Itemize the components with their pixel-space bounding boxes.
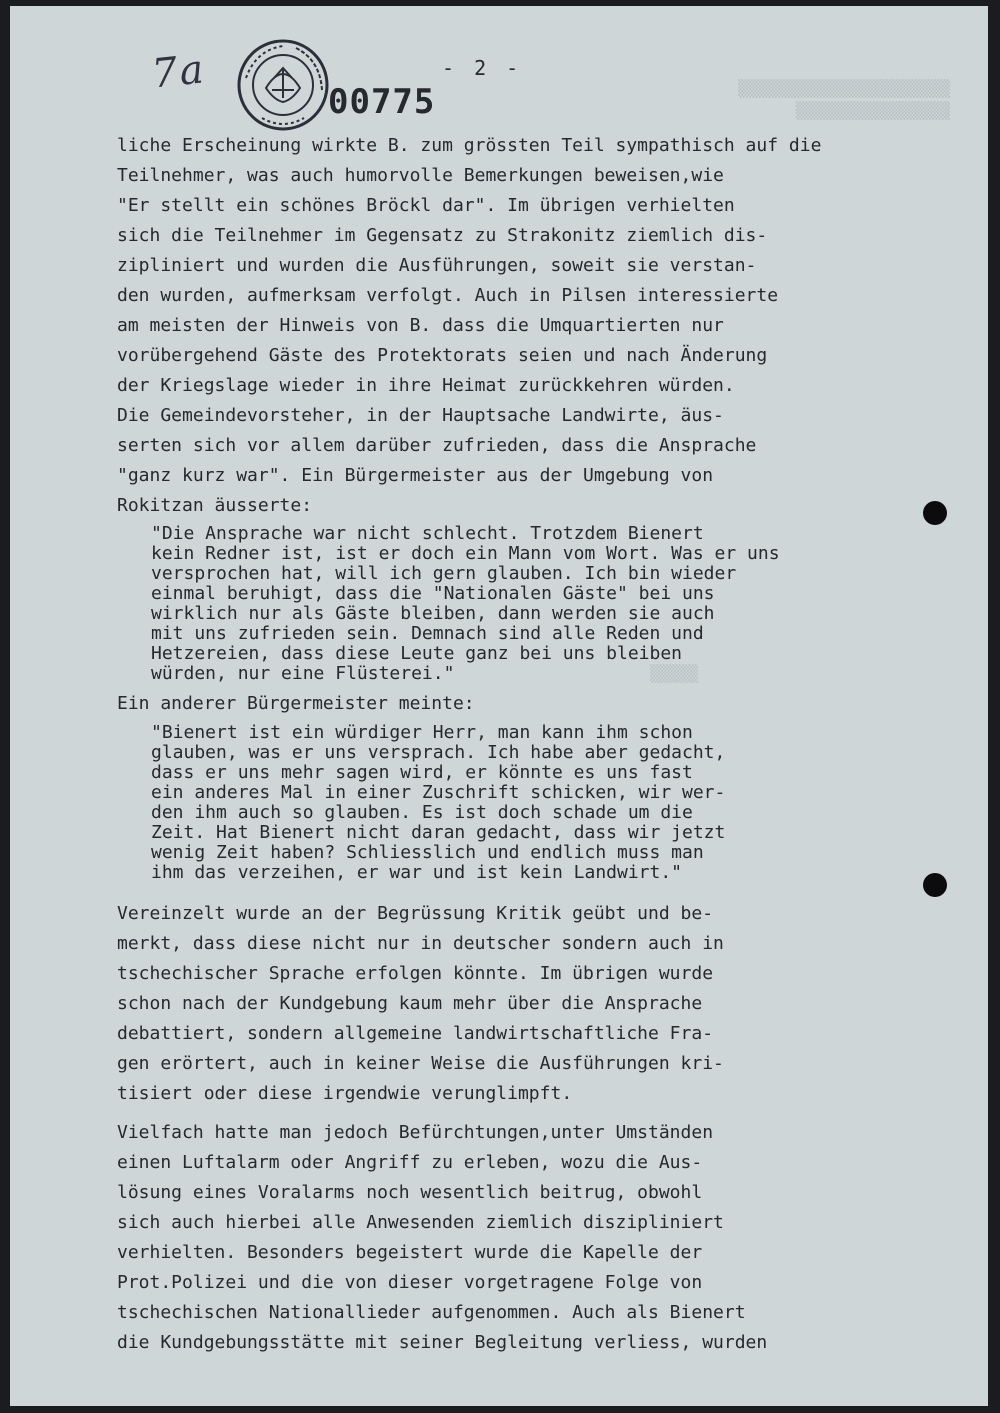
text-line: liche Erscheinung wirkte B. zum grössten Teil sympathisch auf die: [117, 135, 822, 156]
text-line: "ganz kurz war". Ein Bürgermeister aus der Umgebung von: [117, 465, 714, 486]
show-through-mark: ▒▒▒▒▒: [650, 664, 699, 683]
text-line: zipliniert und wurden die Ausführungen, soweit sie verstan-: [117, 255, 757, 276]
text-line: "Er stellt ein schönes Bröckl dar". Im übrigen verhielten: [117, 195, 735, 216]
archive-stamp-seal: [236, 38, 330, 132]
text-line: lösung eines Voralarms noch wesentlich beitrug, obwohl: [117, 1182, 703, 1203]
text-line: "Bienert ist ein würdiger Herr, man kann ihm schon: [151, 722, 693, 743]
text-line: sich die Teilnehmer im Gegensatz zu Strakonitz ziemlich dis-: [117, 225, 768, 246]
paragraph-2: [117, 899, 724, 1109]
text-line: würden, nur eine Flüsterei.": [151, 663, 455, 684]
text-line: die Kundgebungsstätte mit seiner Begleitung verliess, wurden: [117, 1332, 768, 1353]
text-line: tschechischen Nationallieder aufgenommen. Auch als Bienert: [117, 1302, 746, 1323]
paragraph-3: [117, 1118, 767, 1358]
text-line: der Kriegslage wieder in ihre Heimat zurückkehren würden.: [117, 375, 735, 396]
text-line: Teilnehmer, was auch humorvolle Bemerkungen beweisen,wie: [117, 165, 724, 186]
text-line: "Die Ansprache war nicht schlecht. Trotzdem Bienert: [151, 523, 704, 544]
text-line: Hetzereien, dass diese Leute ganz bei uns bleiben: [151, 643, 683, 664]
text-line: Vereinzelt wurde an der Begrüssung Kritik geübt und be-: [117, 903, 714, 924]
text-line: einen Luftalarm oder Angriff zu erleben, wozu die Aus-: [117, 1152, 703, 1173]
text-line: ihm das verzeihen, er war und ist kein Landwirt.": [151, 862, 683, 883]
text-line: sich auch hierbei alle Anwesenden ziemlich diszipliniert: [117, 1212, 724, 1233]
text-line: serten sich vor allem darüber zufrieden, dass die Ansprache: [117, 435, 757, 456]
text-line: merkt, dass diese nicht nur in deutscher sondern auch in: [117, 933, 724, 954]
text-line: glauben, was er uns versprach. Ich habe aber gedacht,: [151, 742, 726, 763]
text-line: tschechischer Sprache erfolgen könnte. Im übrigen wurde: [117, 963, 714, 984]
text-line: den ihm auch so glauben. Es ist doch schade um die: [151, 802, 693, 823]
text-line: tisiert oder diese irgendwie verunglimpft.: [117, 1083, 573, 1104]
punch-hole: [923, 501, 947, 525]
page-number: - 2 -: [442, 56, 523, 80]
show-through-text: ▒▒▒▒▒▒▒▒▒▒▒▒▒▒▒▒▒▒▒▒▒▒ ▒▒▒▒▒▒▒▒▒▒▒▒▒▒▒▒: [738, 79, 950, 120]
text-line: versprochen hat, will ich gern glauben. Ich bin wieder: [151, 563, 737, 584]
handwritten-mark: 7a: [149, 46, 208, 98]
text-line: wenig Zeit haben? Schliesslich und endlich muss man: [151, 842, 704, 863]
text-line: Rokitzan äusserte:: [117, 495, 313, 516]
document-page: [10, 6, 988, 1406]
text-line: schon nach der Kundgebung kaum mehr über die Ansprache: [117, 993, 703, 1014]
document-serial-number: 00775: [328, 82, 436, 122]
text-line: am meisten der Hinweis von B. dass die Umquartierten nur: [117, 315, 724, 336]
text-line: Zeit. Hat Bienert nicht daran gedacht, dass wir jetzt: [151, 822, 726, 843]
text-line: mit uns zufrieden sein. Demnach sind alle Reden und: [151, 623, 704, 644]
text-line: den wurden, aufmerksam verfolgt. Auch in Pilsen interessierte: [117, 285, 779, 306]
quote-intro: Ein anderer Bürgermeister meinte:: [117, 693, 475, 714]
text-line: vorübergehend Gäste des Protektorats seien und nach Änderung: [117, 345, 768, 366]
text-line: debattiert, sondern allgemeine landwirtschaftliche Fra-: [117, 1023, 714, 1044]
text-line: dass er uns mehr sagen wird, er könnte es uns fast: [151, 762, 693, 783]
paragraph-1: [117, 131, 821, 521]
text-line: Prot.Polizei und die von dieser vorgetragene Folge von: [117, 1272, 703, 1293]
text-line: gen erörtert, auch in keiner Weise die Ausführungen kri-: [117, 1053, 724, 1074]
text-line: kein Redner ist, ist er doch ein Mann vom Wort. Was er uns: [151, 543, 780, 564]
text-line: einmal beruhigt, dass die "Nationalen Gäste" bei uns: [151, 583, 715, 604]
text-line: Vielfach hatte man jedoch Befürchtungen,unter Umständen: [117, 1122, 714, 1143]
text-line: ein anderes Mal in einer Zuschrift schicken, wir wer-: [151, 782, 726, 803]
text-line: Die Gemeindevorsteher, in der Hauptsache Landwirte, äus-: [117, 405, 724, 426]
text-line: verhielten. Besonders begeistert wurde die Kapelle der: [117, 1242, 703, 1263]
quote-1: [151, 524, 780, 684]
punch-hole: [923, 873, 947, 897]
quote-2: [151, 723, 725, 883]
text-line: wirklich nur als Gäste bleiben, dann werden sie auch: [151, 603, 715, 624]
